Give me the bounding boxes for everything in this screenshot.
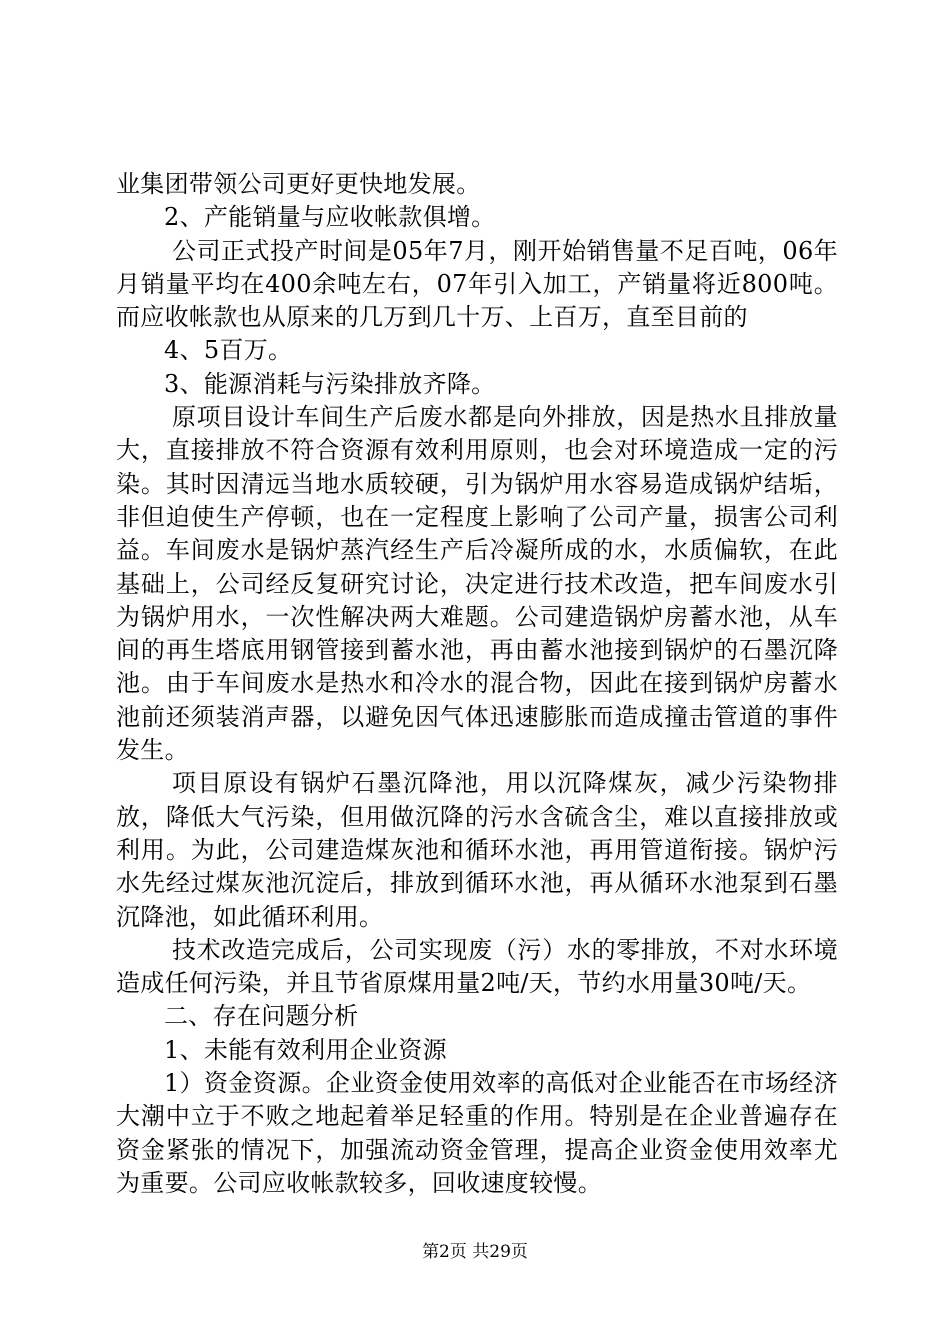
heading-capacity-sales: 2、产能销量与应收帐款俱增。 bbox=[164, 203, 496, 232]
page-number-footer: 第2页 共29页 bbox=[422, 1242, 528, 1262]
paragraph-receivables-amount: 4、5百万。 bbox=[164, 336, 293, 365]
heading-energy-pollution: 3、能源消耗与污染排放齐降。 bbox=[164, 369, 496, 398]
paragraph-capital-resources: 1）资金资源。企业资金使用效率的高低对企业能否在市场经济大潮中立于不败之地起着举足轻重的作用。特别是在企业普遍存在资金紧张的情况下，加强流动资金管理，提高企业资金使用效率尤为重要。公司应收帐款较多，回收速度较慢。 bbox=[116, 1069, 838, 1197]
paragraph-tech-results: 技术改造完成后，公司实现废（污）水的零排放，不对水环境造成任何污染，并且节省原煤用量2吨/天，节约水用量30吨/天。 bbox=[116, 935, 838, 998]
document-body bbox=[116, 168, 838, 1200]
paragraph-continuation: 业集团带领公司更好更快地发展。 bbox=[116, 170, 481, 198]
paragraph-graphite-settling: 项目原设有锅炉石墨沉降池，用以沉降煤灰，减少污染物排放，降低大气污染，但用做沉降的污水含硫含尘，难以直接排放或利用。为此，公司建造煤灰池和循环水池，再用管道衔接。锅炉污水先经过煤灰池沉淀后，排放到循环水池，再从循环水池泵到石墨沉降池，如此循环利用。 bbox=[116, 769, 838, 931]
heading-resource-utilization: 1、未能有效利用企业资源 bbox=[164, 1035, 447, 1064]
heading-problem-analysis: 二、存在问题分析 bbox=[164, 1002, 359, 1031]
paragraph-production-history: 公司正式投产时间是05年7月，刚开始销售量不足百吨，06年月销量平均在400余吨左右，07年引入加工，产销量将近800吨。而应收帐款也从原来的几万到几十万、上百万，直至目前的 bbox=[116, 236, 838, 332]
paragraph-wastewater-reuse: 原项目设计车间生产后废水都是向外排放，因是热水且排放量大，直接排放不符合资源有效利用原则，也会对环境造成一定的污染。其时因清远当地水质较硬，引为锅炉用水容易造成锅炉结垢，非但迫使生产停顿，也在一定程度上影响了公司产量，损害公司利益。车间废水是锅炉蒸汽经生产后冷凝所成的水，水质偏软，在此基础上，公司经反复研究讨论，决定进行技术改造，把车间废水引为锅炉用水，一次性解决两大难题。公司建造锅炉房蓄水池，从车间的再生塔底用钢管接到蓄水池，再由蓄水池接到锅炉的石墨沉降池。由于车间废水是热水和冷水的混合物，因此在接到锅炉房蓄水池前还须装消声器，以避免因气体迅速膨胀而造成撞击管道的事件发生。 bbox=[116, 403, 838, 765]
